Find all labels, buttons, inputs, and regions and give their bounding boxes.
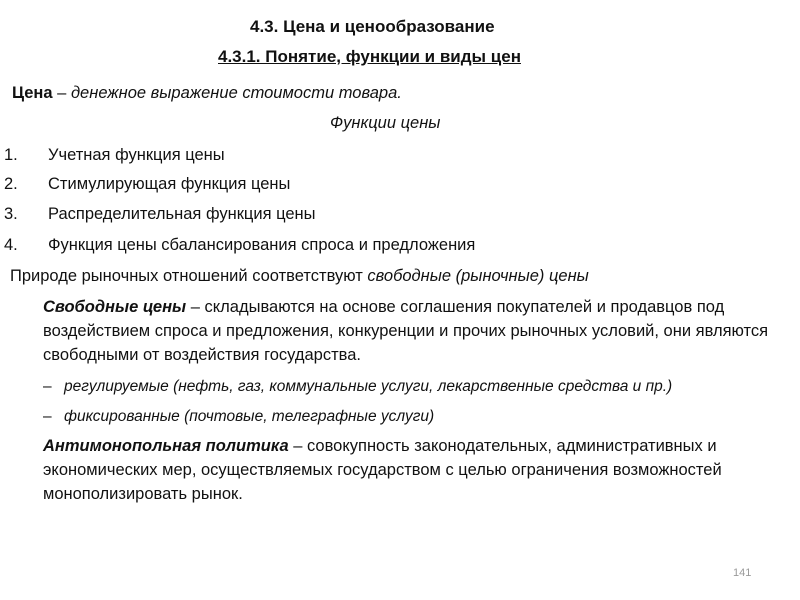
definition-term: Цена: [12, 84, 53, 102]
price-type-text: фиксированные (почтовые, телеграфные услуги): [64, 408, 435, 425]
function-item: [4, 145, 225, 165]
dash-marker: –: [43, 408, 52, 425]
free-prices-paragraph: [43, 295, 773, 367]
price-definition: [12, 83, 402, 103]
price-type-text: регулируемые (нефть, газ, коммунальные услуги, лекарственные средства и пр.): [64, 378, 673, 395]
function-item: [4, 235, 475, 255]
free-prices-text: складываются на основе соглашения покупателей и продавцов под воздействием спроса и предложения, конкуренции и прочих рыночных условий, они являются свободными от воздействия государства.: [43, 298, 769, 364]
function-label: Стимулирующая функция цены: [48, 175, 291, 193]
section-subtitle: 4.3.1. Понятие, функции и виды цен: [218, 47, 521, 66]
antimonopoly-paragraph: [43, 434, 773, 506]
function-item: [4, 204, 316, 224]
dash-marker: –: [43, 378, 52, 395]
functions-title: Функции цены: [330, 114, 441, 132]
definition-separator: –: [52, 84, 71, 102]
function-number: 4.: [4, 236, 18, 254]
market-text: Природе рыночных отношений соответствуют: [10, 267, 368, 285]
function-number: 2.: [4, 175, 18, 193]
free-prices-term: Свободные цены: [43, 298, 187, 316]
price-type-item: [43, 377, 672, 397]
function-label: Распределительная функция цены: [48, 205, 316, 223]
antimonopoly-text: совокупность законодательных, административных и экономических мер, осуществляемых государством с целью ограничения возможностей монополизировать рынок.: [43, 437, 722, 503]
function-number: 1.: [4, 146, 18, 164]
page-title: 4.3. Цена и ценообразование: [250, 17, 495, 36]
function-label: Учетная функция цены: [48, 146, 225, 164]
function-item: [4, 174, 290, 194]
market-prices-statement: [10, 266, 589, 286]
antimonopoly-term: Антимонопольная политика: [43, 437, 289, 455]
antimonopoly-separator: –: [288, 437, 307, 455]
function-label: Функция цены сбалансирования спроса и предложения: [48, 236, 476, 254]
definition-text: денежное выражение стоимости товара.: [70, 84, 402, 102]
price-type-item: [43, 407, 434, 427]
function-number: 3.: [4, 205, 18, 223]
market-emphasis: свободные (рыночные) цены: [367, 267, 589, 285]
free-prices-separator: –: [186, 298, 205, 316]
page-number: 141: [733, 567, 752, 579]
